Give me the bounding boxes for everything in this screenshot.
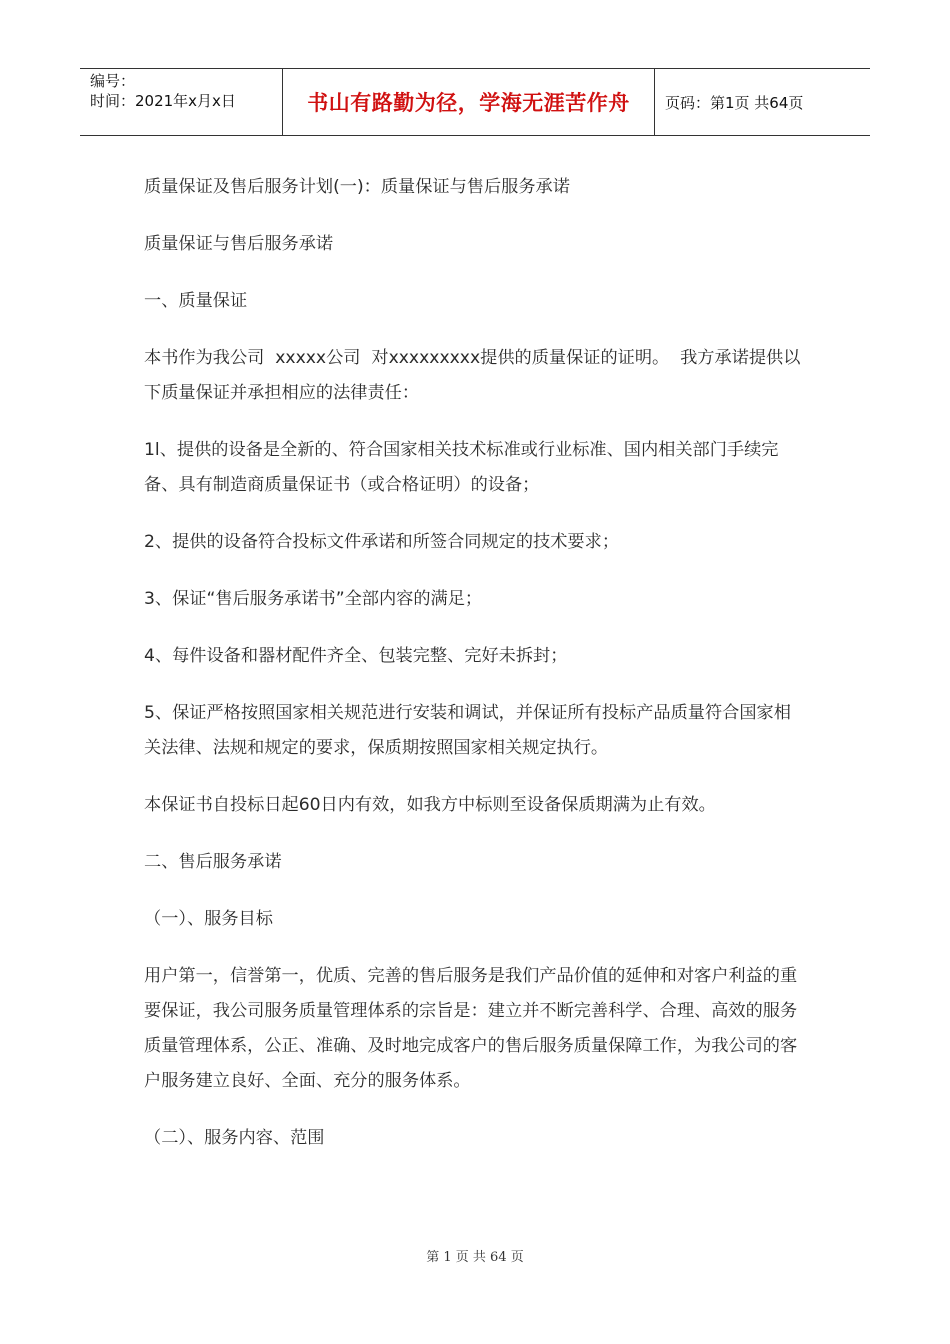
section-heading-service: 二、售后服务承诺	[144, 852, 282, 872]
header-page-number: 页码：第1页 共64页	[665, 93, 804, 112]
list-item: 2、提供的设备符合投标文件承诺和所签合同规定的技术要求；	[144, 532, 620, 552]
list-item: 4、每件设备和器材配件齐全、包装完整、完好未拆封；	[144, 646, 568, 666]
section-subtitle: 质量保证与售后服务承诺	[144, 234, 334, 254]
section-heading-quality: 一、质量保证	[144, 291, 248, 311]
document-title: 质量保证及售后服务计划(一)：质量保证与售后服务承诺	[144, 177, 570, 197]
page-header	[80, 68, 870, 136]
subsection-heading: （二）、服务内容、范围	[144, 1128, 325, 1148]
list-item: 1l、提供的设备是全新的、符合国家相关技术标准或行业标准、国内相关部门手续完备、具有制造商质量保证书（或合格证明）的设备；	[144, 440, 779, 495]
subsection-heading: （一）、服务目标	[144, 909, 273, 929]
body-paragraph: 本书作为我公司 xxxxx公司 对xxxxxxxxx提供的质量保证的证明。 我方承诺提供以下质量保证并承担相应的法律责任：	[144, 348, 801, 403]
header-meta	[80, 69, 282, 135]
body-paragraph: 用户第一，信誉第一，优质、完善的售后服务是我们产品价值的延伸和对客户利益的重要保证，我公司服务质量管理体系的宗旨是：建立并不断完善科学、合理、高效的服务质量管理体系，公正、准确、及时地完成客户的售后服务质量保障工作，为我公司的客户服务建立良好、全面、充分的服务体系。	[144, 966, 798, 1091]
header-motto: 书山有路勤为径，学海无涯苦作舟	[282, 69, 655, 135]
document-number-label: 编号：	[90, 72, 136, 90]
document-body	[144, 170, 804, 1178]
list-item: 5、保证严格按照国家相关规范进行安装和调试，并保证所有投标产品质量符合国家相关法律、法规和规定的要求，保质期按照国家相关规定执行。	[144, 703, 791, 758]
body-paragraph: 本保证书自投标日起60日内有效，如我方中标则至设备保质期满为止有效。	[144, 795, 716, 815]
page-footer: 第 1 页 共 64 页	[426, 1250, 524, 1265]
document-date-label: 时间：2021年x月x日	[90, 92, 236, 110]
list-item: 3、保证“售后服务承诺书”全部内容的满足；	[144, 589, 483, 609]
